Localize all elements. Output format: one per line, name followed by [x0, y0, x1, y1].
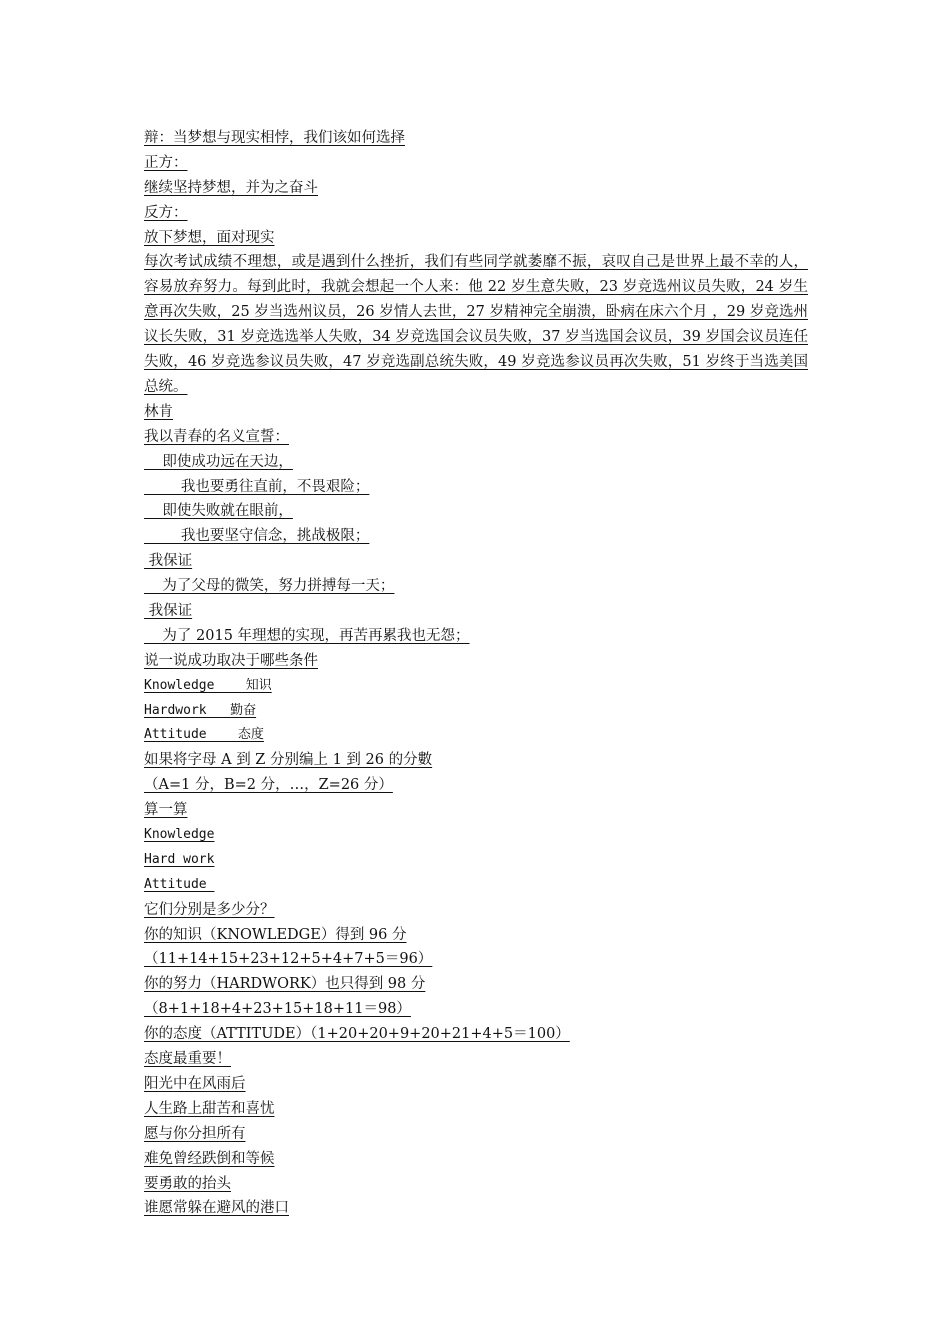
score-question: 它们分别是多少分？ [144, 901, 275, 918]
document-body [144, 126, 808, 1221]
oath-line: 即使成功远在天边， [144, 453, 293, 470]
attitude-score: 你的态度（ATTITUDE）（1+20+20+9+20+21+4+5＝100） [144, 1026, 570, 1043]
lyric-line: 谁愿常躲在避风的港口 [144, 1200, 289, 1217]
oath-line: 我保证 [144, 553, 193, 570]
negative-position: 放下梦想，面对现实 [144, 229, 275, 246]
lyric-line: 愿与你分担所有 [144, 1125, 246, 1142]
hardwork-calculation: （8+1+18+4+23+15+18+11＝98） [144, 1001, 411, 1018]
attitude-term: Attitude 态度 [144, 727, 264, 743]
oath-line: 我也要勇往直前，不畏艰险； [144, 478, 370, 495]
word-attitude: Attitude [144, 876, 215, 892]
letter-score-rule: 如果将字母 A 到 Z 分别编上 1 到 26 的分數 [144, 752, 433, 769]
word-knowledge: Knowledge [144, 827, 215, 843]
lyric-line: 要勇敢的抬头 [144, 1175, 231, 1192]
hardwork-score: 你的努力（HARDWORK）也只得到 98 分 [144, 976, 426, 993]
word-hard-work: Hard work [144, 851, 215, 867]
lyric-line: 难免曾经跌倒和等候 [144, 1150, 275, 1167]
success-conditions-heading: 说一说成功取决于哪些条件 [144, 652, 318, 669]
lyric-line: 人生路上甜苦和喜忧 [144, 1100, 275, 1117]
oath-line: 我保证 [144, 603, 193, 620]
negative-label: 反方： [144, 204, 188, 221]
lincoln-paragraph: 每次考试成绩不理想，或是遇到什么挫折，我们有些同学就萎靡不振，哀叹自己是世界上最不幸的人，容易放弃努力。每到此时，我就会想起一个人来：他 22 岁生意失败，23 岁竞选州议员失败，24 岁生意再次失败，25 岁当选州议员，26 岁情人去世，27 岁精神完全崩溃，卧病在床六个月 ，29 岁竞选州议长失败，31 岁竞选选举人失败，34 岁竞选国会议员失败，37 岁当选国会议员，39 岁国会议员连任失败，46 岁竞选参议员失败，47 岁竞选副总统失败，49 岁竞选参议员再次失败，51 岁终于当选美国总统。 [144, 254, 808, 395]
attitude-conclusion: 态度最重要！ [144, 1051, 231, 1068]
hardwork-term: Hardwork 勤奋 [144, 702, 257, 718]
oath-line: 为了 2015 年理想的实现，再苦再累我也无怨； [144, 627, 470, 644]
lincoln-name: 林肯 [144, 403, 173, 420]
calculate-heading: 算一算 [144, 802, 188, 819]
letter-score-example: （A=1 分，B=2 分，…，Z=26 分） [144, 777, 393, 794]
lyric-line: 阳光中在风雨后 [144, 1075, 246, 1092]
oath-line: 我也要坚守信念，挑战极限； [144, 528, 370, 545]
affirmative-label: 正方： [144, 154, 188, 171]
knowledge-term: Knowledge 知识 [144, 677, 272, 693]
oath-line: 为了父母的微笑，努力拼搏每一天； [144, 578, 395, 595]
knowledge-calculation: （11+14+15+23+12+5+4+7+5＝96） [144, 951, 433, 968]
debate-title: 辩：当梦想与现实相悖，我们该如何选择 [144, 130, 405, 146]
oath-intro: 我以青春的名义宣誓： [144, 428, 289, 445]
affirmative-position: 继续坚持梦想，并为之奋斗 [144, 179, 318, 196]
oath-line: 即使失败就在眼前， [144, 503, 293, 520]
knowledge-score: 你的知识（KNOWLEDGE）得到 96 分 [144, 926, 407, 943]
